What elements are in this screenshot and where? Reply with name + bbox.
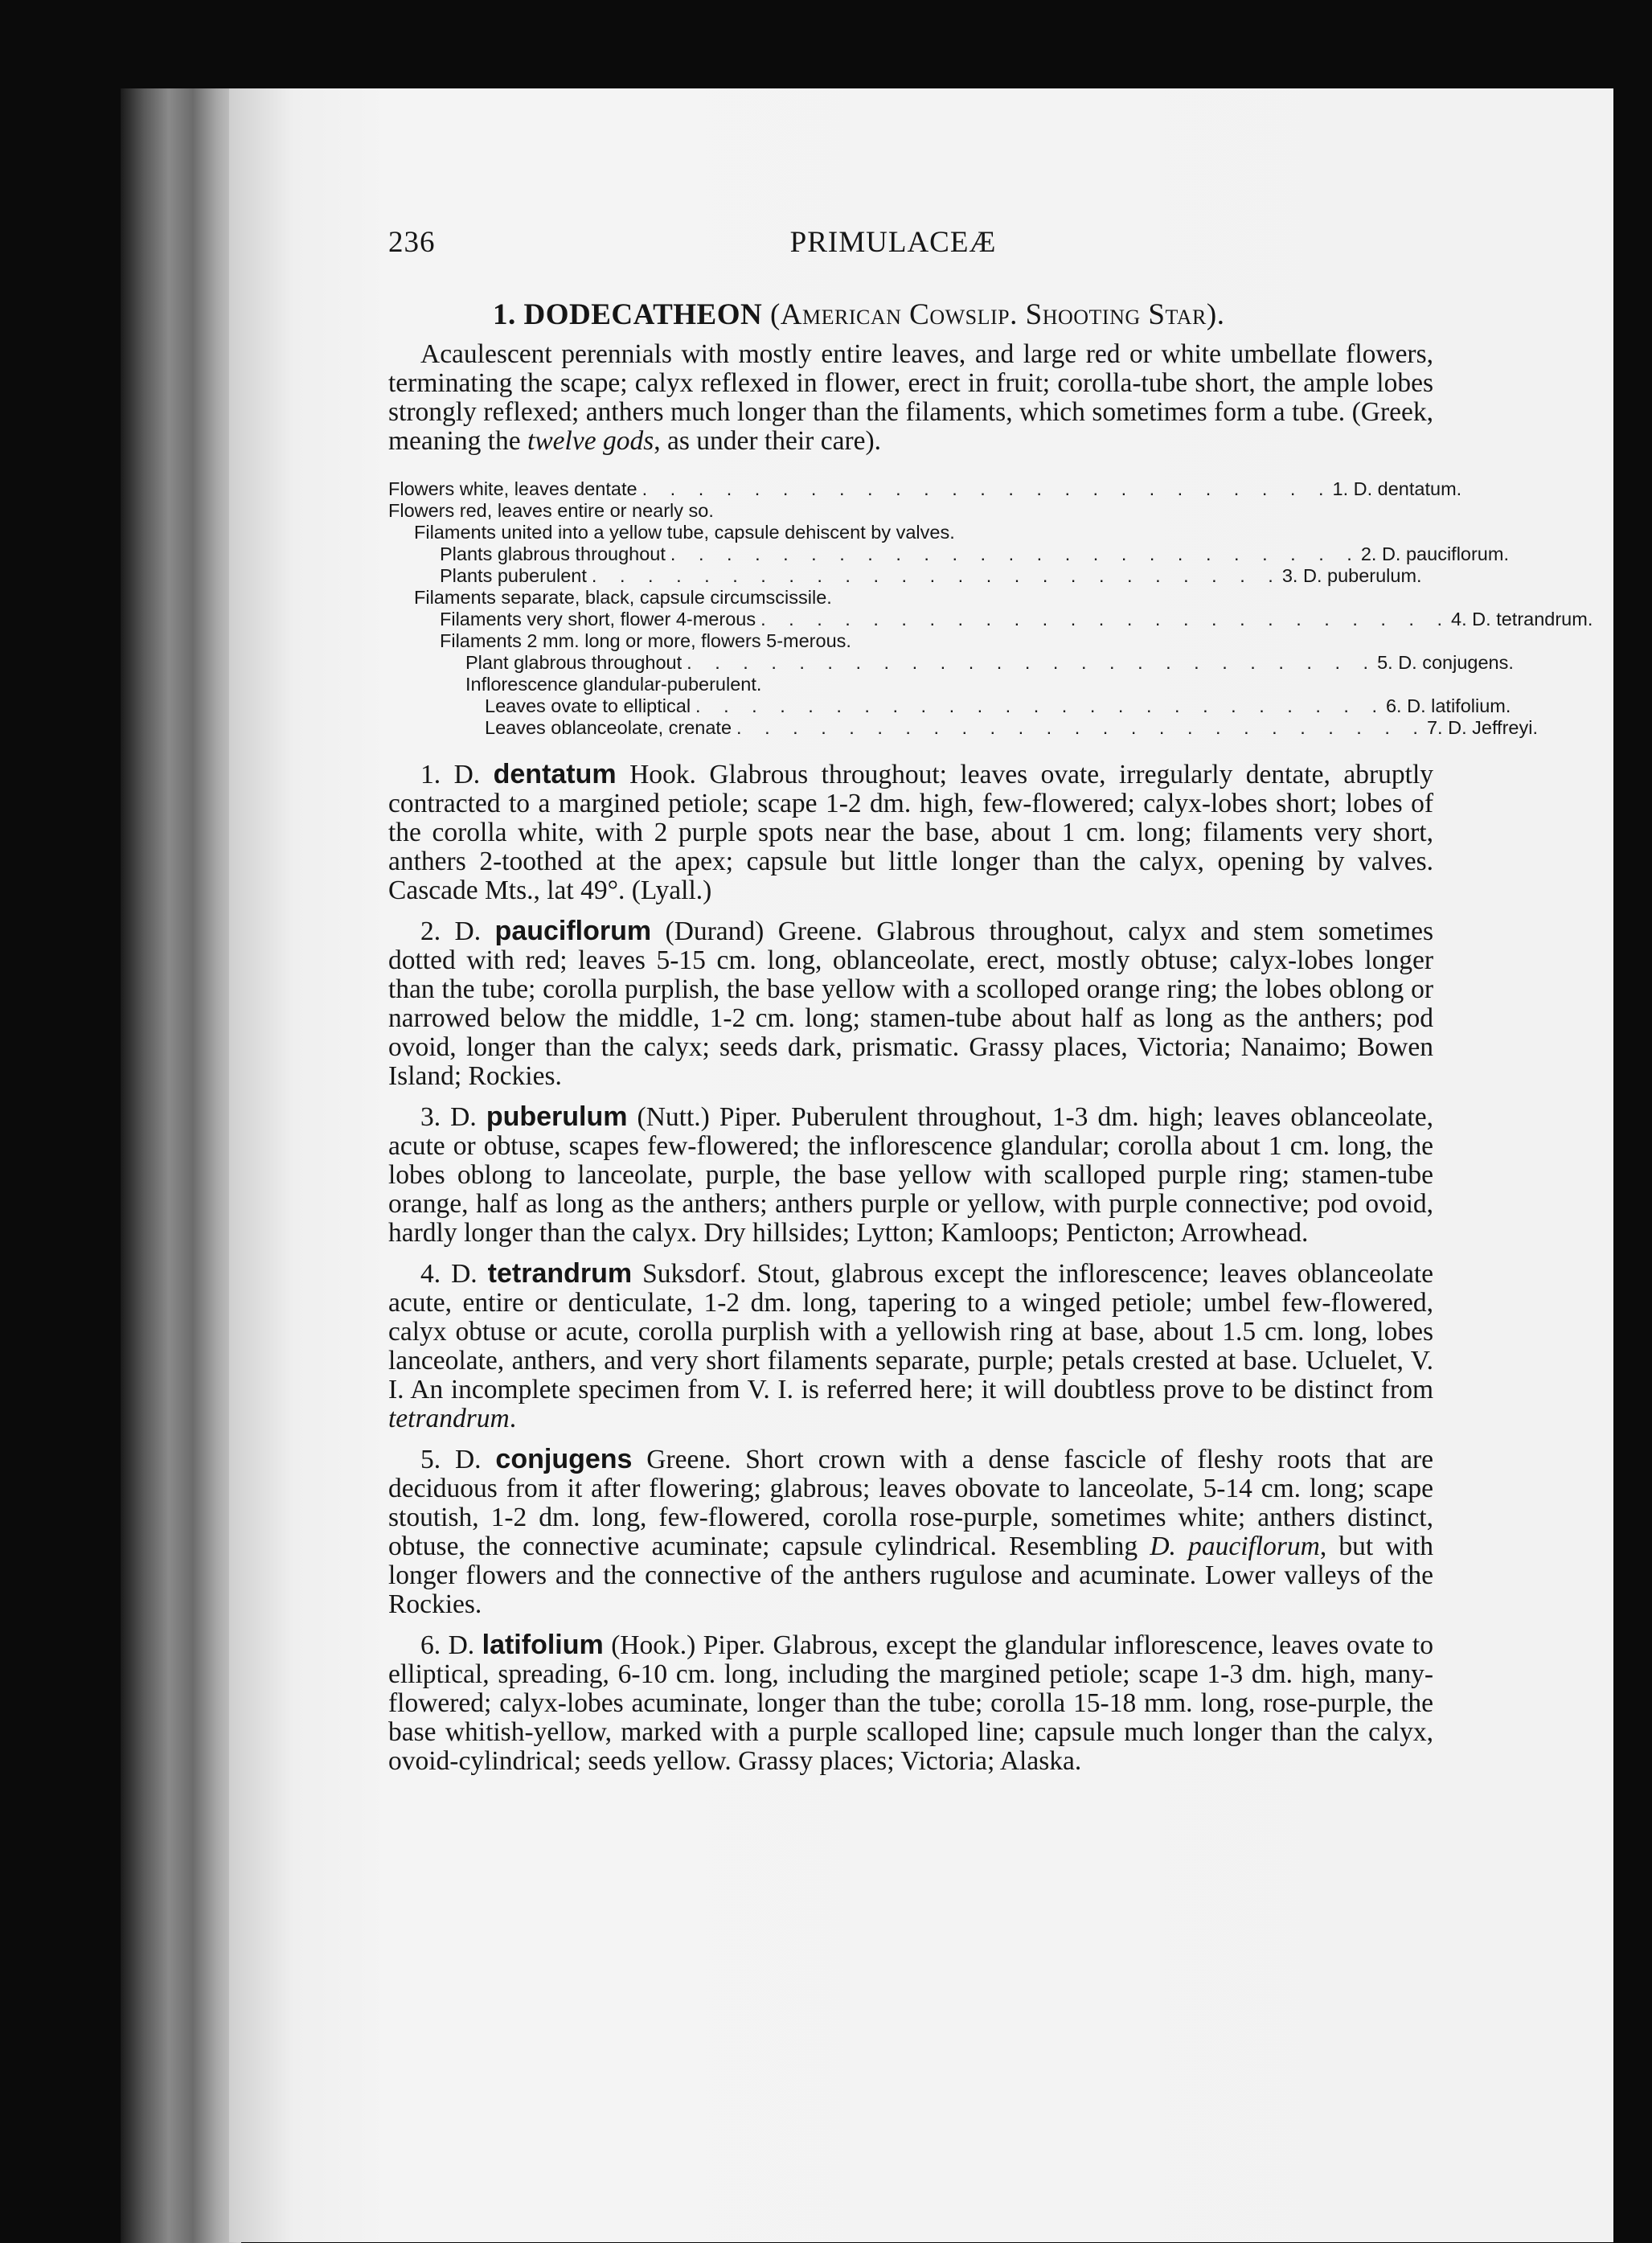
key-text: Filaments very short, flower 4-merous <box>440 609 756 629</box>
species-description: Glabrous throughout, calyx and stem sometimes dotted with red; leaves 5-15 cm. long, oblanceolate, erect, mostly obtuse; calyx-lobes longer than the tube; corolla purplish, the base yellow with a scolloped orange ring; the lobes oblong or narrowed below the middle, 1-2 cm. long; stamen-tube about half as long as the anthers; pod ovoid, longer than the calyx; seeds dark, prismatic. Grassy places, Victoria; Nanaimo; Bowen Island; Rockies. <box>388 916 1434 1091</box>
leader-dots: . . . . . . . . . . . . . . . . . . . . . . . . . <box>670 543 1361 564</box>
species-description-end: . <box>509 1404 517 1433</box>
leader-dots: . . . . . . . . . . . . . . . . . . . . . . . . . <box>736 717 1427 738</box>
key-text: Plants puberulent <box>440 565 587 586</box>
key-row <box>388 543 1509 565</box>
genus-description-text: Acaulescent perennials with mostly entire leaves, and large red or white umbellate flowers, terminating the scape; calyx reflexed in flower, erect in fruit; corolla-tube short, the ample lobes strongly reflexed; anthers much longer than the filaments, which sometimes form a tube. (Greek, meaning the <box>388 339 1433 456</box>
key-row <box>388 587 1433 609</box>
leader-dots: . . . . . . . . . . . . . . . . . . . . . . . . . <box>642 478 1333 499</box>
species-number: 1. D. <box>420 760 481 789</box>
key-row <box>388 652 1514 674</box>
genus-description <box>388 340 1433 456</box>
species-key <box>388 478 1593 739</box>
key-text: Filaments 2 mm. long or more, flowers 5-merous. <box>440 630 851 651</box>
leader-dots: . . . . . . . . . . . . . . . . . . . . . . . . . <box>591 565 1282 586</box>
key-text: Leaves oblanceolate, crenate <box>485 717 732 738</box>
key-row <box>388 609 1593 630</box>
key-text: Flowers white, leaves dentate <box>388 478 637 499</box>
species-authority: (Nutt.) Piper. <box>627 1102 782 1132</box>
species-description: Glabrous, except the glandular inflorescence, leaves ovate to elliptical, spreading, 6-10 cm. long, including the margined petiole; scape 1-3 dm. high, many-flowered; calyx-lobes acuminate, longer than the tube; corolla 15-18 mm. long, rose-purple, the base whitish-yellow, marked with a purple scalloped line; capsule much longer than the calyx, ovoid-cylindrical; seeds yellow. Grassy places; Victoria; Alaska. <box>388 1630 1433 1776</box>
key-text: Plant glabrous throughout <box>465 652 683 673</box>
species-authority: (Hook.) Piper. <box>603 1630 766 1660</box>
key-result: 5. D. conjugens. <box>1377 652 1514 673</box>
species-description: Glabrous throughout; leaves ovate, irregularly dentate, abruptly contracted to a margined petiole; scape 1-2 dm. high, few-flowered; calyx-lobes short; lobes of the corolla white, with 2 purple spots near the base, about 1 cm. long; filaments very short, anthers 2-toothed at the apex; capsule but little longer than the calyx, opening by valves. Cascade Mts., lat 49°. (Lyall.) <box>388 760 1433 905</box>
key-text: Leaves ovate to elliptical <box>485 695 691 716</box>
species-number: 5. D. <box>420 1445 482 1474</box>
running-title: PRIMULACEÆ <box>789 226 997 259</box>
key-result: 7. D. Jeffreyi. <box>1426 717 1538 738</box>
species-italic: tetrandrum <box>388 1404 510 1433</box>
species-authority: Suksdorf. <box>632 1259 747 1289</box>
key-result: 6. D. latifolium. <box>1385 695 1511 716</box>
key-row <box>388 500 1433 522</box>
key-result: 2. D. pauciflorum. <box>1360 543 1509 564</box>
key-row <box>388 695 1511 717</box>
species-authority: Hook. <box>616 760 696 789</box>
key-row <box>388 478 1462 500</box>
species-entry <box>388 1102 1433 1248</box>
species-authority: Greene. <box>632 1445 732 1474</box>
leader-dots: . . . . . . . . . . . . . . . . . . . . . . . . . <box>687 652 1378 673</box>
species-name: pauciflorum <box>494 916 652 946</box>
key-row <box>388 630 1433 652</box>
leader-dots: . . . . . . . . . . . . . . . . . . . . . . . . . <box>760 609 1452 629</box>
species-entry <box>388 1445 1433 1619</box>
book-binding-edge <box>121 88 241 2243</box>
genus-description-end: , as under their care). <box>654 426 882 456</box>
species-name: puberulum <box>486 1101 628 1132</box>
species-name: conjugens <box>495 1444 633 1474</box>
key-result: 4. D. tetrandrum. <box>1451 609 1593 629</box>
genus-heading <box>493 297 1433 332</box>
species-description: Stout, glabrous except the inflorescence; leaves oblanceolate acute, entire or denticulate, 1-2 dm. long, tapering to a winged petiole; umbel few-flowered, calyx obtuse or acute, corolla purplish with a yellowish ring at base, about 1.5 cm. long, lobes lanceolate, anthers, and very short filaments separate, purple; petals crested at base. Ucluelet, V. I. An incomplete specimen from V. I. is referred here; it will doubtless prove to be distinct from <box>388 1259 1434 1404</box>
species-entry <box>388 1630 1433 1776</box>
key-result: 1. D. dentatum. <box>1332 478 1462 499</box>
genus-common-names: (American Cowslip. Shooting Star). <box>769 298 1225 331</box>
species-number: 4. D. <box>420 1259 478 1289</box>
running-header <box>388 225 1433 273</box>
species-number: 2. D. <box>420 916 482 946</box>
species-description: Puberulent throughout, 1-3 dm. high; leaves oblanceolate, acute or obtuse, scapes few-flowered; the inflorescence glandular; corolla about 1 cm. long, the lobes oblong to lanceolate, purple, the base yellow with scalloped purple ring; stamen-tube orange, half as long as the anthers; anthers purple or yellow, with purple connective; pod ovoid, hardly longer than the calyx. Dry hillsides; Lytton; Kamloops; Penticton; Arrowhead. <box>388 1102 1434 1248</box>
species-name: dentatum <box>493 759 617 789</box>
key-text: Filaments separate, black, capsule circumscissile. <box>414 587 832 608</box>
species-description-end: , but with longer flowers and the connective of the anthers rugulose and acuminate. Lower valleys of the Rockies. <box>388 1532 1433 1619</box>
page-number: 236 <box>388 226 436 259</box>
key-text: Inflorescence glandular-puberulent. <box>465 674 762 695</box>
species-italic: D. pauciflorum <box>1150 1532 1320 1561</box>
species-entry <box>388 1259 1433 1433</box>
key-result: 3. D. puberulum. <box>1281 565 1422 586</box>
species-authority: (Durand) Greene. <box>651 916 863 946</box>
key-row <box>388 522 1433 543</box>
species-description: Short crown with a dense fascicle of fleshy roots that are deciduous from it after flowering; glabrous; leaves obovate to lanceolate, 5-14 cm. long; scape stoutish, 1-2 dm. long, few-flowered, corolla rose-purple, sometimes white; anthers distinct, obtuse, the connective acuminate; capsule cylindrical. Resembling <box>388 1445 1433 1561</box>
key-text: Plants glabrous throughout <box>440 543 666 564</box>
species-entry <box>388 916 1433 1091</box>
key-text: Flowers red, leaves entire or nearly so. <box>388 500 714 521</box>
key-row <box>388 565 1433 587</box>
key-row <box>388 717 1538 739</box>
species-name: latifolium <box>482 1630 604 1660</box>
species-number: 6. D. <box>420 1630 475 1660</box>
key-text: Filaments united into a yellow tube, capsule dehiscent by valves. <box>414 522 955 543</box>
species-name: tetrandrum <box>487 1258 633 1289</box>
key-row <box>388 674 1433 695</box>
page-content <box>388 225 1593 1776</box>
species-entry <box>388 760 1433 905</box>
leader-dots: . . . . . . . . . . . . . . . . . . . . . . . . . <box>695 695 1386 716</box>
species-number: 3. D. <box>420 1102 477 1132</box>
genus-description-italic: twelve gods <box>527 426 654 456</box>
genus-name: 1. DODECATHEON <box>493 298 763 331</box>
